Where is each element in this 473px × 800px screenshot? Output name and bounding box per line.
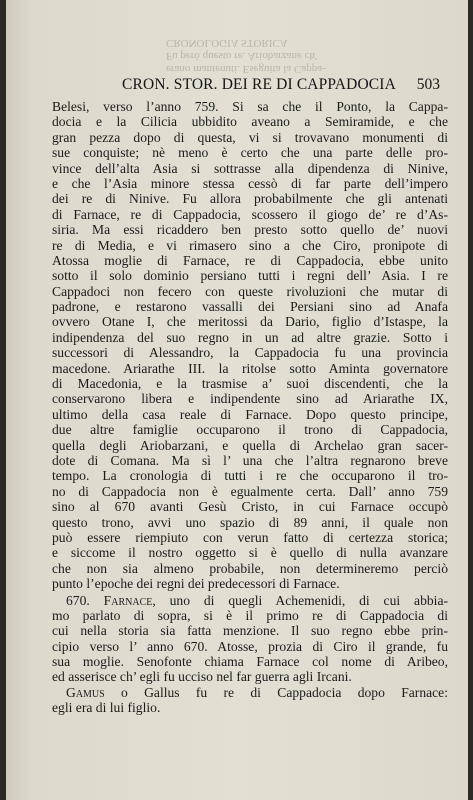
text-line: no di Cappadocia non è egualmente certa. Dall’ anno 759: [52, 483, 448, 499]
text-line: cui nella storia sia fatta menzione. Il suo regno ebbe prin-: [52, 623, 448, 639]
text-line: sue conquiste; nè meno è certo che una parte delle pro-: [52, 145, 448, 161]
text-line: vince dell’alta Asia si sottrasse alla dipendenza di Ninive,: [52, 160, 448, 176]
text-line: due altre famiglie occuparono il trono di Cappadocia,: [52, 422, 448, 438]
text-line: tempo. La cronologia di tutti i re che occuparono il tro-: [52, 468, 448, 484]
text-line: punto l’epoche dei regni dei predecessori di Farnace.: [52, 576, 340, 592]
text-line: docia e la Cilicia ubbidito aveano a Semiramide, e che: [52, 114, 448, 130]
text-line: ultimo della casa reale di Farnace. Dopo questo principe,: [52, 406, 448, 422]
text-line: sotto il solo dominio persiano tutti i regni dell’ Asia. I re: [52, 268, 448, 284]
text-line: quella degli Ariobarzani, e quella di Archelao gran sacer-: [52, 437, 448, 453]
text-line: Cappadoci non fecero con queste rivoluzioni che mutar di: [52, 283, 448, 299]
text-line: sua moglie. Senofonte chiama Farnace col nome di Aribeo,: [52, 654, 448, 670]
text-line: Atossa moglie di Farnace, re di Cappadocia, ebbe unito: [52, 252, 448, 268]
text-line: indipendenza del suo regno in un ad altre grazie. Sotto i: [52, 329, 448, 345]
page-number: 503: [416, 76, 440, 93]
king-name: Farnace: [103, 592, 153, 608]
text-line: siria. Ma essi ricaddero ben presto sotto quello de’ nuovi: [52, 222, 448, 238]
text-line: questo trono, avvi uno spazio di 89 anni, il quale non: [52, 514, 448, 530]
text-line: cipio verso l’ anno 670. Atosse, prozia di Ciro il grande, fu: [52, 638, 448, 654]
text-line: conservarono libera e indipendente sino ad Ariarathe IX,: [52, 391, 448, 407]
text-line: mo parlato di sopra, si è il primo re di Cappadocia di: [52, 607, 448, 623]
show-through-line: Fu però questo re. Ariobarzane ch': [166, 50, 318, 62]
year-label: 670.: [66, 592, 90, 608]
body-text: [52, 99, 448, 716]
text-line: [52, 593, 448, 608]
text-line: dote di Comana. Ma sì l’ una che l’altra regnarono breve: [52, 452, 448, 468]
show-through-line: erano mantenuti. Eseguita la Cappa-: [166, 63, 326, 75]
paragraph-gamus: [52, 685, 448, 716]
text-line: sino al 670 avanti Gesù Cristo, in cui Farnace occupò: [52, 499, 448, 515]
text-line: che non sia almeno probabile, non determineremo perciò: [52, 560, 448, 576]
text-line: gran pezza dopo di questa, vi si trovavano monumenti di: [52, 129, 448, 145]
text-line: ovvero Otane I, che meritossi da Dario, figlio d’Istaspe, la: [52, 314, 448, 330]
book-page: [6, 0, 468, 800]
page-header: [6, 76, 468, 96]
text-line: padrone, e restarono vassalli dei Persiani sino ad Anafa: [52, 299, 448, 315]
paragraph-farnace: [52, 593, 448, 685]
text-line: ed asserisce ch’ egli fu ucciso nel far guerra agli Ircani.: [52, 669, 352, 685]
paragraph-belesi: [52, 99, 448, 592]
text-fragment: , uno di quegli Achemenidi, di cui abbia-: [152, 592, 448, 608]
text-line: e siccome il nostro oggetto si è quello di nulla avanzare: [52, 545, 448, 561]
text-line: re di Media, e vi rimasero sino a che Ciro, pronipote di: [52, 237, 448, 253]
text-line: di Macedonia, e la trasmise a’ suoi discendenti, che la: [52, 376, 448, 392]
text-line: dei re di Ninive. Fu allora probabilmente che gli antenati: [52, 191, 448, 207]
text-line: macedone. Ariarathe III. la ritolse sotto Aminta governatore: [52, 360, 448, 376]
text-line: egli era di lui figlio.: [52, 700, 161, 716]
text-fragment: o Gallus fu re di Cappadocia dopo Farnace:: [104, 684, 448, 700]
show-through-text: [166, 36, 436, 75]
king-name: Gamus: [66, 684, 105, 700]
text-line: successori di Alessandro, la Cappadocia fu una provincia: [52, 345, 448, 361]
text-line: e che l’Asia minore stessa cessò di far parte dell’impero: [52, 175, 448, 191]
running-title: CRON. STOR. DEI RE DI CAPPADOCIA: [122, 76, 396, 93]
text-line: Belesi, verso l’anno 759. Si sa che il Ponto, la Cappa-: [52, 99, 448, 114]
text-line: [52, 685, 448, 700]
text-line: di Farnace, re di Cappadocia, scossero il giogo de’ re d’As-: [52, 206, 448, 222]
text-line: può essere riempiuto con verun fatto di certezza storica;: [52, 529, 448, 545]
show-through-line: CRONOLOGIA STORICA: [166, 37, 288, 49]
